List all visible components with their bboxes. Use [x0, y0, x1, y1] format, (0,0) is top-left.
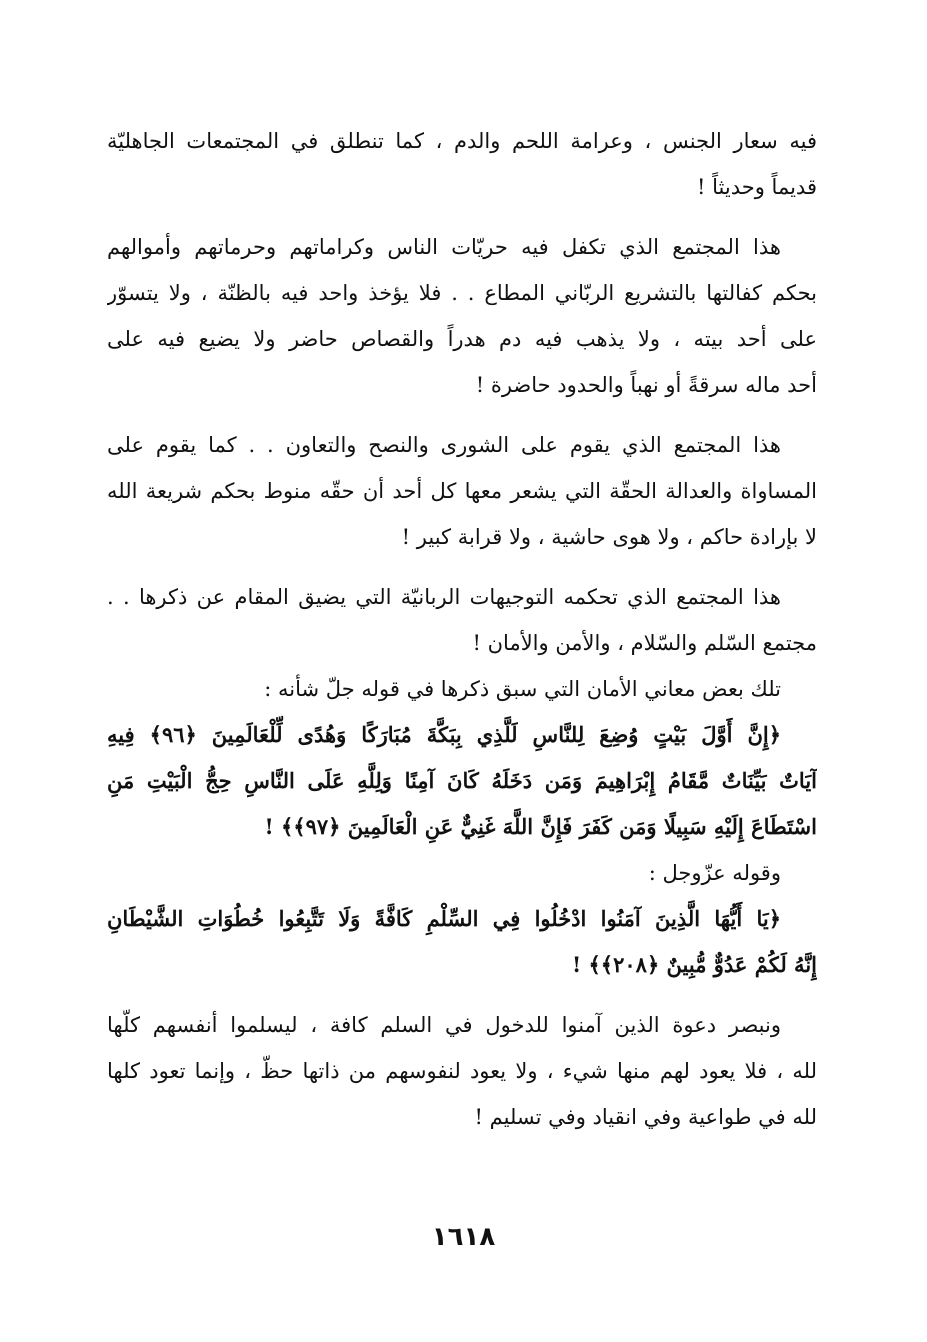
text-line: لله في طواعية وفي انقياد وفي تسليم ! — [474, 1105, 817, 1129]
text-line: مجتمع السّلم والسّلام ، والأمن والأمان ! — [472, 631, 817, 655]
quran-verse-line: اسْتَطَاعَ إِلَيْهِ سَبِيلًا وَمَن كَفَرَ فَإِنَّ اللَّهَ غَنِيٌّ عَنِ الْعَالَمِينَ ﴿٩٧﴾﴾ ! — [264, 814, 817, 839]
text-line: هذا المجتمع الذي تحكمه التوجيهات الربانيّة التي يضيق المقام عن ذكرها . . — [107, 585, 781, 609]
paragraph-gap — [107, 210, 817, 224]
quran-verse-line: إِنَّهُ لَكُمْ عَدُوٌّ مُّبِينٌ ﴿٢٠٨﴾﴾ ! — [571, 952, 817, 977]
page-body — [107, 118, 817, 1140]
text-line: هذا المجتمع الذي تكفل فيه حريّات الناس وكراماتهم وحرماتهم وأموالهم — [107, 235, 781, 259]
paragraph-gap — [107, 988, 817, 1002]
paragraph-gap — [107, 408, 817, 422]
quran-verse-line: آيَاتٌ بَيِّنَاتٌ مَّقَامُ إِبْرَاهِيمَ وَمَن دَخَلَهُ كَانَ آمِنًا وَلِلَّهِ عَلَى النَّاسِ حِجُّ الْبَيْتِ مَنِ — [107, 768, 817, 793]
quran-verse-line: ﴿يَا أَيُّهَا الَّذِينَ آمَنُوا ادْخُلُوا فِي السِّلْمِ كَافَّةً وَلَا تَتَّبِعُوا خُطُوَاتِ الشَّيْطَانِ — [107, 906, 781, 931]
text-line: على أحد بيته ، ولا يذهب فيه دم هدراً والقصاص حاضر ولا يضيع فيه على — [107, 327, 817, 351]
quran-verse-line: ﴿إِنَّ أَوَّلَ بَيْتٍ وُضِعَ لِلنَّاسِ لَلَّذِي بِبَكَّةَ مُبَارَكًا وَهُدًى لِّلْعَالَمِينَ ﴿٩٦﴾ فِيهِ — [107, 722, 782, 747]
paragraph-gap — [107, 560, 817, 574]
text-line: فيه سعار الجنس ، وعرامة اللحم والدم ، كما تنطلق في المجتمعات الجاهليّة — [107, 129, 817, 153]
text-line: المساواة والعدالة الحقّة التي يشعر معها كل أحد أن حقّه منوط بحكم شريعة الله — [107, 479, 817, 503]
text-line: هذا المجتمع الذي يقوم على الشورى والنصح والتعاون . . كما يقوم على — [107, 433, 781, 457]
text-line: لله ، فلا يعود لهم منها شيء ، ولا يعود لنفوسهم من ذاتها حظّ ، وإنما تعود كلها — [107, 1059, 817, 1083]
text-line: بحكم كفالتها بالتشريع الربّاني المطاع . . فلا يؤخذ واحد فيه بالظنّة ، ولا يتسوّر — [107, 281, 817, 305]
page-number: ١٦١٨ — [431, 1222, 496, 1252]
text-line: لا بإرادة حاكم ، ولا هوى حاشية ، ولا قرابة كبير ! — [401, 525, 817, 549]
text-line: وقوله عزّوجل : — [648, 861, 781, 885]
text-line: أحد ماله سرقةً أو نهباً والحدود حاضرة ! — [475, 373, 817, 397]
text-line: قديماً وحديثاً ! — [697, 175, 817, 199]
text-line: تلك بعض معاني الأمان التي سبق ذكرها في قوله جلّ شأنه : — [264, 677, 781, 701]
text-line: ونبصر دعوة الذين آمنوا للدخول في السلم كافة ، ليسلموا أنفسهم كلّها — [107, 1013, 781, 1037]
